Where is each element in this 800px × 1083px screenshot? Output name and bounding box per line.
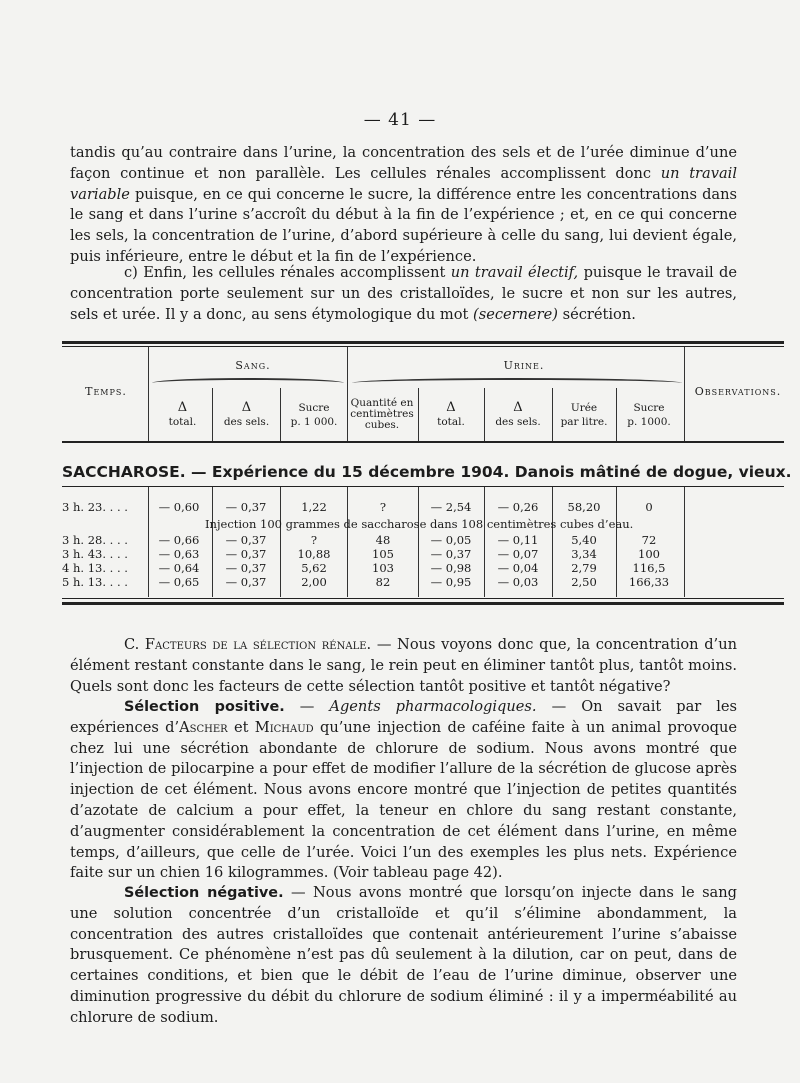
paragraph-2 — [70, 263, 737, 325]
cell-total-sang: — 0,63 — [158, 547, 200, 561]
cell-sels-urine: — 0,11 — [497, 533, 539, 547]
p1-end: puisque, en ce qui concerne le sucre, la différence entre les concentrations dans le sang et dans l’urine s’accroît du début à la fin de l’expérience ; et, en ce qui concerne les sels, la concentration de l’urine, d’abord supérieure à celle du sang, lui devient égale, puis inférieure, entre le début et la fin de l’expérience. — [70, 185, 738, 265]
author-ascher: Ascher — [179, 718, 228, 736]
rows-top-rule — [62, 486, 784, 487]
cell-sucre-sang: 10,88 — [297, 547, 331, 561]
selection-positive-text-2: qu’une injection de caféine faite à un animal provoque chez lui une sécrétion abondante de chlorure de sodium. Nous avons montré que l’injection de pilocarpine a pour effet de modifier l’allure de la sécrétion de glucose après injection de cet élément. Nous avons encore montré que l’injection de petites quantités d’azotate de calcium a pour effet, la teneur en chlore du sang restant constante, d’augmenter considérablement la concentration de cet élément dans l’urine, en même temps, d’ailleurs, que celle de l’urée. Voici l’un des exemples les plus nets. Expérience faite sur un chien 16 kilogrammes. (Voir tableau page 42). — [70, 718, 737, 882]
urine-brace — [352, 378, 682, 388]
cell-total-sang: — 0,64 — [158, 561, 200, 575]
cell-sels-sang: — 0,37 — [225, 561, 267, 575]
selection-positive-text-1: — On savait par les expériences d’ — [70, 698, 738, 736]
cell-sucre-urine: 166,33 — [628, 575, 670, 589]
header-delta-total-2: Δ — [446, 400, 456, 415]
header-delta-sels-2: Δ — [513, 400, 523, 415]
sang-brace — [152, 378, 344, 388]
col-divider — [280, 388, 281, 443]
cell-sels-urine: — 0,04 — [497, 561, 539, 575]
cell-total-urine: — 0,98 — [430, 561, 472, 575]
cell-time: 3 h. 28. . . . — [62, 533, 128, 547]
col-divider — [212, 388, 213, 443]
cell-sels-urine: — 0,07 — [497, 547, 539, 561]
cell-sucre-urine: 116,5 — [632, 561, 666, 575]
cell-time: 4 h. 13. . . . — [62, 561, 128, 575]
p1-emphasis: un travail variable — [70, 164, 738, 203]
cell-uree: 3,34 — [571, 547, 597, 561]
p2-mid: puisque le travail de concentration porte seulement sur un des cristalloïdes, le sucre et non sur les autres, sels et urée. Il y a donc, au sens étymologique du mot — [70, 264, 738, 323]
table-top-rule-thin — [62, 346, 784, 347]
col-divider — [347, 487, 348, 597]
p2-start: c) Enfin, les cellules rénales accomplissent — [124, 264, 446, 281]
page-number: — 41 — — [363, 110, 437, 130]
col-divider — [616, 487, 617, 597]
col-divider — [684, 347, 685, 443]
cell-total-urine: — 0,05 — [430, 533, 472, 547]
col-divider — [418, 487, 419, 597]
header-temps: Temps. — [85, 385, 127, 398]
cell-sels-sang: — 0,37 — [225, 547, 267, 561]
cell-total-urine: — 2,54 — [430, 500, 472, 514]
selection-positive — [70, 697, 737, 884]
col-divider — [684, 487, 685, 597]
col-divider — [280, 487, 281, 597]
cell-sucre-urine: 72 — [641, 533, 657, 547]
cell-total-urine: — 0,95 — [430, 575, 472, 589]
cell-total-sang: — 0,66 — [158, 533, 200, 547]
selection-positive-dash: — — [299, 698, 315, 715]
cell-sels-sang: — 0,37 — [225, 575, 267, 589]
header-sucre-1-unit: p. 1 000. — [290, 416, 338, 428]
cell-sucre-sang: 5,62 — [301, 561, 327, 575]
header-sucre-1: Sucre — [298, 402, 330, 414]
cell-time: 3 h. 23. . . . — [62, 500, 128, 514]
selection-negative — [70, 883, 737, 1029]
header-total-1: total. — [168, 416, 197, 428]
cell-quantite: 48 — [375, 533, 391, 547]
header-sucre-2: Sucre — [633, 402, 665, 414]
cell-total-sang: — 0,60 — [158, 500, 200, 514]
table-bottom-rule — [62, 602, 784, 605]
col-divider — [616, 388, 617, 443]
cell-uree: 58,20 — [567, 500, 601, 514]
cell-sucre-urine: 100 — [638, 547, 660, 561]
paragraph-1 — [70, 143, 737, 268]
col-divider — [212, 487, 213, 597]
selection-negative-text: — Nous avons montré que lorsqu’on injecte dans le sang une solution concentrée d’un cristalloïde et qu’il s’élimine abondamment, la concentration des autres cristalloïdes que contenait antérieurement l’urine s’abaisse brusquement. Ce phénomène n’est pas dû seulement à la dilution, car on peut, dans de certaines conditions, et bien que le débit de l’eau de l’urine diminue, observer une diminution progressive du débit du chlorure de sodium éliminé : il y a imperméabilité au chlorure de sodium. — [70, 884, 737, 1026]
table-top-rule — [62, 341, 784, 344]
col-divider — [484, 388, 485, 443]
cell-uree: 2,79 — [571, 561, 597, 575]
col-divider — [552, 487, 553, 597]
cell-uree: 5,40 — [571, 533, 597, 547]
header-delta-sels-1: Δ — [241, 400, 252, 415]
header-sels-1: des sels. — [223, 416, 270, 428]
group-urine: Urine. — [503, 359, 545, 372]
selection-positive-subheading: Agents pharmacologiques. — [329, 698, 537, 715]
header-total-2: total. — [437, 416, 465, 428]
cell-uree: 2,50 — [571, 575, 597, 589]
group-sang: Sang. — [235, 359, 271, 372]
author-michaud: Michaud — [254, 718, 314, 736]
header-sels-2: des sels. — [495, 416, 541, 428]
section-c — [70, 635, 737, 697]
selection-positive-heading: Sélection positive. — [124, 699, 285, 715]
cell-sucre-sang: 1,22 — [301, 500, 327, 514]
cell-total-urine: — 0,37 — [430, 547, 472, 561]
cell-quantite: 105 — [372, 547, 394, 561]
col-divider — [484, 487, 485, 597]
selection-negative-heading: Sélection négative. — [124, 885, 284, 901]
injection-note: Injection 100 grammes de saccharose dans 108 centimètres cubes d’eau. — [205, 517, 634, 531]
section-c-text: — Nous voyons donc que, la concentration d’un élément restant constante dans le sang, le rein peut en éliminer tantôt plus, tantôt moins. Quels sont donc les facteurs de cette sélection tantôt positive et tantôt négative? — [70, 636, 737, 695]
table-bottom-rule-thin — [62, 598, 784, 599]
p2-emphasis-2: (secernere) — [473, 305, 558, 323]
header-bottom-rule — [62, 441, 784, 443]
cell-sels-urine: — 0,26 — [497, 500, 539, 514]
cell-sucre-sang: ? — [310, 533, 318, 547]
cell-quantite: ? — [379, 500, 387, 514]
col-divider — [148, 487, 149, 597]
header-uree: Urée — [570, 402, 598, 414]
col-divider — [418, 388, 419, 443]
cell-time: 5 h. 13. . . . — [62, 575, 128, 589]
cell-sels-sang: — 0,37 — [225, 500, 267, 514]
cell-sucre-sang: 2,00 — [301, 575, 327, 589]
header-delta-total-1: Δ — [177, 400, 188, 415]
cell-total-sang: — 0,65 — [158, 575, 200, 589]
cell-sels-urine: — 0,03 — [497, 575, 539, 589]
p2-emphasis: un travail électif, — [450, 264, 579, 281]
cell-sucre-urine: 0 — [645, 500, 653, 514]
cell-quantite: 82 — [375, 575, 391, 589]
header-quantite-3: cubes. — [364, 419, 400, 431]
experiment-title: SACCHAROSE. — Expérience du 15 décembre 1904. Danois mâtiné de dogue, vieux. — [62, 463, 792, 481]
header-quantite: Quantité en — [350, 397, 414, 409]
p1-text: tandis qu’au contraire dans l’urine, la concentration des sels et de l’urée diminue d’une façon continue et non parallèle. Les cellules rénales accomplissent donc — [70, 144, 737, 182]
selection-positive-et: et — [233, 718, 249, 736]
header-quantite-2: centimètres — [350, 408, 414, 420]
cell-sels-sang: — 0,37 — [225, 533, 267, 547]
col-divider — [552, 388, 553, 443]
header-observations: Observations. — [694, 385, 782, 398]
cell-quantite: 103 — [372, 561, 394, 575]
col-divider — [347, 347, 348, 443]
header-sucre-2-unit: p. 1000. — [627, 416, 671, 428]
cell-time: 3 h. 43. . . . — [62, 547, 128, 561]
p2-end: sécrétion. — [562, 305, 636, 323]
section-c-lead: C. Facteurs de la sélection rénale. — [124, 636, 372, 653]
header-uree-unit: par litre. — [560, 416, 608, 428]
col-divider — [148, 347, 149, 443]
